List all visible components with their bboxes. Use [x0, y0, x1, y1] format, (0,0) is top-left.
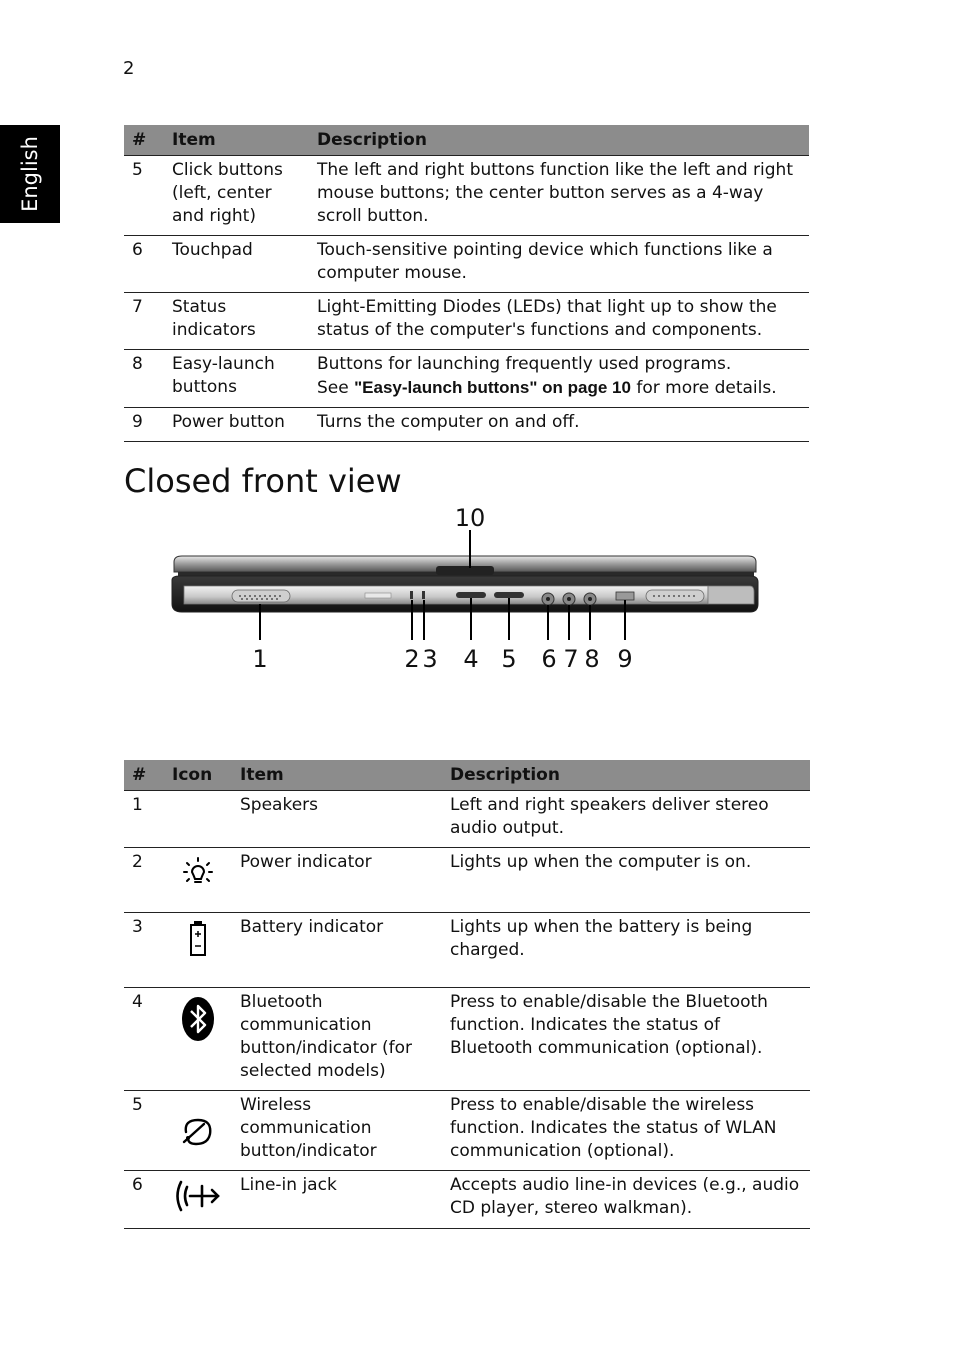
- row-item: Touchpad: [164, 236, 309, 293]
- table-header-row: [124, 760, 810, 791]
- language-tab: [0, 125, 60, 223]
- row-description: Lights up when the battery is being charged.: [442, 913, 810, 988]
- row-number: 8: [124, 350, 164, 408]
- row-description: Accepts audio line-in devices (e.g., audio CD player, stereo walkman).: [442, 1171, 810, 1229]
- bluetooth-icon: [180, 995, 216, 1043]
- components-table-top: [124, 125, 809, 442]
- wireless-icon: [178, 1112, 218, 1152]
- callout-9: 9: [617, 645, 633, 673]
- line-in-icon: [172, 1178, 224, 1214]
- column-header-description: Description: [442, 760, 810, 791]
- row-icon: [164, 791, 232, 848]
- table-row: [124, 293, 809, 350]
- cross-reference-link[interactable]: "Easy-launch buttons" on page 10: [354, 378, 631, 397]
- row-item: Easy-launch buttons: [164, 350, 309, 408]
- row-icon: [164, 913, 232, 988]
- row-icon: [164, 848, 232, 913]
- callout-6: 6: [541, 645, 557, 673]
- table-row: [124, 156, 809, 236]
- column-header-description: Description: [309, 125, 809, 156]
- callout-5: 5: [501, 645, 517, 673]
- row-description: Light-Emitting Diodes (LEDs) that light up to show the status of the computer's functions and components.: [309, 293, 809, 350]
- table-row: [124, 1171, 810, 1229]
- see-also-line: [317, 376, 801, 400]
- language-tab-label: English: [18, 136, 42, 212]
- row-description: [309, 350, 809, 408]
- row-description-text: Buttons for launching frequently used programs.: [317, 354, 732, 374]
- row-item: Status indicators: [164, 293, 309, 350]
- row-number: 4: [124, 988, 164, 1091]
- column-header-item: Item: [232, 760, 442, 791]
- callout-7: 7: [563, 645, 579, 673]
- row-icon: [164, 988, 232, 1091]
- battery-indicator-icon: [180, 920, 216, 960]
- callout-8: 8: [584, 645, 600, 673]
- see-prefix: See: [317, 378, 355, 398]
- row-item: Battery indicator: [232, 913, 442, 988]
- column-header-number: #: [124, 125, 164, 156]
- table-row: [124, 1091, 810, 1171]
- laptop-front-view-figure: [160, 500, 780, 690]
- row-icon: [164, 1091, 232, 1171]
- row-description: Lights up when the computer is on.: [442, 848, 810, 913]
- callout-3: 3: [422, 645, 438, 673]
- row-number: 5: [124, 156, 164, 236]
- table-row: [124, 350, 809, 408]
- table-row: [124, 913, 810, 988]
- row-description: Press to enable/disable the Bluetooth function. Indicates the status of Bluetooth communication (optional).: [442, 988, 810, 1091]
- row-item: Wireless communication button/indicator: [232, 1091, 442, 1171]
- callout-10: 10: [454, 504, 486, 532]
- table-row: [124, 408, 809, 442]
- column-header-item: Item: [164, 125, 309, 156]
- row-description: The left and right buttons function like the left and right mouse buttons; the center button serves as a 4-way scroll button.: [309, 156, 809, 236]
- row-number: 1: [124, 791, 164, 848]
- row-number: 9: [124, 408, 164, 442]
- row-description: Press to enable/disable the wireless function. Indicates the status of WLAN communication (optional).: [442, 1091, 810, 1171]
- power-indicator-icon: [180, 855, 216, 891]
- table-row: [124, 791, 810, 848]
- row-description: Turns the computer on and off.: [309, 408, 809, 442]
- row-item: Power button: [164, 408, 309, 442]
- row-item: Speakers: [232, 791, 442, 848]
- section-title: Closed front view: [124, 462, 402, 500]
- row-number: 6: [124, 1171, 164, 1229]
- row-description: Left and right speakers deliver stereo audio output.: [442, 791, 810, 848]
- table-row: [124, 988, 810, 1091]
- row-item: Power indicator: [232, 848, 442, 913]
- table-header-row: [124, 125, 809, 156]
- column-header-icon: Icon: [164, 760, 232, 791]
- row-item: Click buttons (left, center and right): [164, 156, 309, 236]
- row-number: 2: [124, 848, 164, 913]
- table-row: [124, 848, 810, 913]
- row-number: 5: [124, 1091, 164, 1171]
- callout-4: 4: [463, 645, 479, 673]
- components-table-bottom: [124, 760, 810, 1229]
- table-row: [124, 236, 809, 293]
- callout-1: 1: [252, 645, 268, 673]
- column-header-number: #: [124, 760, 164, 791]
- row-number: 3: [124, 913, 164, 988]
- page-number: 2: [123, 58, 135, 79]
- row-number: 6: [124, 236, 164, 293]
- row-item: Line-in jack: [232, 1171, 442, 1229]
- see-suffix: for more details.: [630, 378, 777, 398]
- row-icon: [164, 1171, 232, 1229]
- row-number: 7: [124, 293, 164, 350]
- row-description: Touch-sensitive pointing device which functions like a computer mouse.: [309, 236, 809, 293]
- row-item: Bluetooth communication button/indicator (for selected models): [232, 988, 442, 1091]
- callout-2: 2: [404, 645, 420, 673]
